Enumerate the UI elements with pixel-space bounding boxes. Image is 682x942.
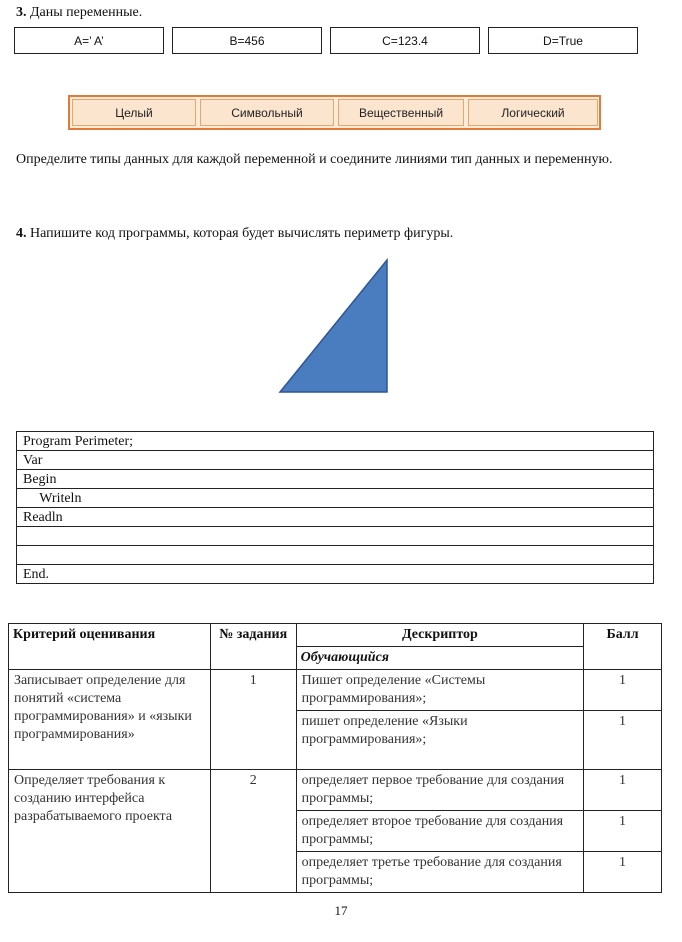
right-triangle-shape <box>280 260 387 392</box>
task-number-cell: 2 <box>210 770 296 893</box>
code-line <box>17 489 654 508</box>
type-box-integer[interactable]: Целый <box>72 99 196 126</box>
criterion-cell: Записывает определение для понятий «система программирования» и «языки программирования» <box>9 670 211 770</box>
task4-number: 4. <box>16 226 27 241</box>
variable-box-b[interactable]: B=456 <box>172 27 322 54</box>
variable-box-c[interactable]: C=123.4 <box>330 27 480 54</box>
code-line-cell[interactable]: Begin <box>17 470 654 489</box>
score-header: Балл <box>584 624 662 670</box>
variable-box-a[interactable]: A=’ A’ <box>14 27 164 54</box>
score-cell: 1 <box>584 770 662 811</box>
task3-number: 3. <box>16 5 27 20</box>
code-line-cell[interactable]: Writeln <box>17 489 654 508</box>
descriptor-cell: пишет определение «Языки программирования»; <box>296 711 583 770</box>
score-cell: 1 <box>584 811 662 852</box>
code-line <box>17 470 654 489</box>
task3-title-text: Даны переменные. <box>26 5 143 20</box>
code-line <box>17 546 654 565</box>
table-row <box>9 770 662 811</box>
code-line-cell[interactable]: Readln <box>17 508 654 527</box>
table-row <box>9 670 662 711</box>
code-line <box>17 451 654 470</box>
code-line <box>17 565 654 584</box>
criterion-cell: Определяет требования к созданию интерфейса разрабатываемого проекта <box>9 770 211 893</box>
criterion-header: Критерий оценивания <box>9 624 211 670</box>
data-types-strip <box>68 95 601 130</box>
task4-title-text: Напишите код программы, которая будет вычислять периметр фигуры. <box>26 226 454 241</box>
criteria-table <box>8 623 662 893</box>
task4-title <box>16 226 453 242</box>
descriptor-header: Дескриптор <box>296 624 583 647</box>
code-line-cell[interactable]: End. <box>17 565 654 584</box>
descriptor-cell: определяет второе требование для создания программы; <box>296 811 583 852</box>
code-line-cell[interactable] <box>17 527 654 546</box>
score-cell: 1 <box>584 852 662 893</box>
task3-title <box>16 5 142 21</box>
type-box-char[interactable]: Символьный <box>200 99 334 126</box>
page-number: 17 <box>334 903 348 918</box>
code-line <box>17 508 654 527</box>
variable-box-d[interactable]: D=True <box>488 27 638 54</box>
type-box-boolean[interactable]: Логический <box>468 99 598 126</box>
descriptor-cell: Пишет определение «Системы программирования»; <box>296 670 583 711</box>
code-line-cell[interactable] <box>17 546 654 565</box>
type-box-real[interactable]: Вещественный <box>338 99 464 126</box>
descriptor-cell: определяет третье требование для создания программы; <box>296 852 583 893</box>
code-line <box>17 527 654 546</box>
code-table <box>16 431 654 584</box>
code-line-cell[interactable]: Program Perimeter; <box>17 432 654 451</box>
task-number-header: № задания <box>210 624 296 670</box>
task3-instruction: Определите типы данных для каждой переменной и соедините линиями тип данных и переменную. <box>16 152 613 167</box>
learner-subheader: Обучающийся <box>296 647 583 670</box>
score-cell: 1 <box>584 670 662 711</box>
descriptor-cell: определяет первое требование для создания программы; <box>296 770 583 811</box>
code-line <box>17 432 654 451</box>
task-number-cell: 1 <box>210 670 296 770</box>
score-cell: 1 <box>584 711 662 770</box>
triangle-figure <box>270 255 395 397</box>
code-line-cell[interactable]: Var <box>17 451 654 470</box>
